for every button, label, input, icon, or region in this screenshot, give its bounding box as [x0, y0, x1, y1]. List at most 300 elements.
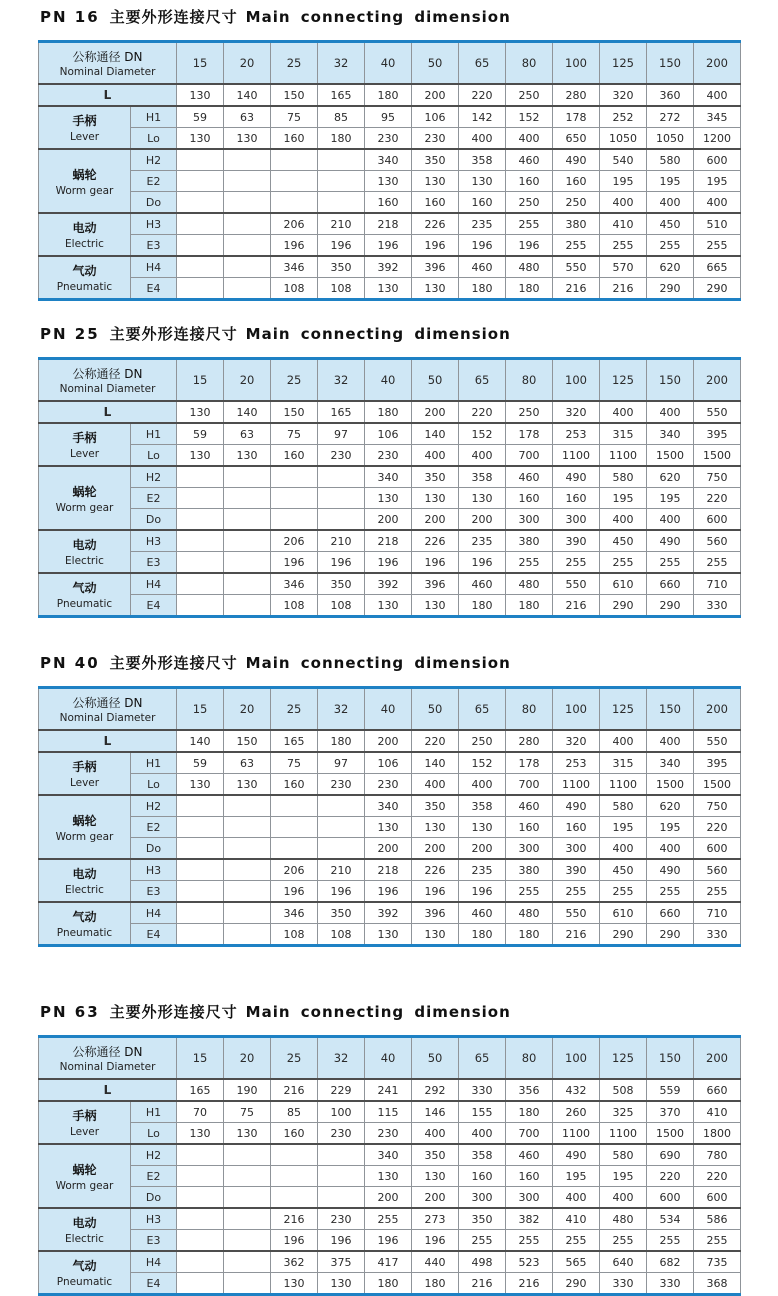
dimension-value-cell: 460 — [459, 902, 506, 924]
dimension-value-cell: 160 — [365, 192, 412, 214]
dimension-row-Do — [39, 1187, 741, 1209]
dimension-value-cell: 390 — [553, 530, 600, 552]
dn-column-header: 25 — [271, 42, 318, 85]
dimension-value-cell: 1100 — [553, 1123, 600, 1145]
dimension-value-cell — [318, 171, 365, 192]
dn-column-header: 80 — [506, 1037, 553, 1080]
dimension-value-cell — [177, 573, 224, 595]
dimension-value-cell: 508 — [600, 1079, 647, 1101]
dimension-value-cell: 255 — [694, 235, 741, 257]
dimension-value-cell: 559 — [647, 1079, 694, 1101]
sub-row-label-Do: Do — [131, 192, 177, 214]
dimension-value-cell: 490 — [553, 795, 600, 817]
dimension-value-cell: 750 — [694, 466, 741, 488]
sub-row-label-H3: H3 — [131, 859, 177, 881]
dimension-value-cell: 400 — [459, 445, 506, 467]
dn-header-en: Nominal Diameter — [59, 66, 156, 78]
dimension-value-cell: 400 — [459, 774, 506, 796]
dimension-value-cell — [177, 278, 224, 300]
dimension-value-cell: 130 — [412, 278, 459, 300]
group-label-pneumatic — [39, 256, 131, 300]
dimension-value-cell: 300 — [506, 1187, 553, 1209]
dimension-value-cell: 610 — [600, 573, 647, 595]
dimension-value-cell: 600 — [694, 838, 741, 860]
sub-row-label-H2: H2 — [131, 1144, 177, 1166]
group-label-en: Electric — [65, 1233, 104, 1245]
dimension-value-cell: 130 — [365, 817, 412, 838]
dimension-value-cell: 75 — [271, 106, 318, 128]
dimension-value-cell: 480 — [506, 573, 553, 595]
dn-column-header: 20 — [224, 1037, 271, 1080]
dn-header-zh: 公称通径 DN — [72, 1045, 143, 1059]
dimension-value-cell: 350 — [412, 1144, 459, 1166]
dn-header-en: Nominal Diameter — [59, 1061, 156, 1073]
dimension-value-cell: 200 — [412, 509, 459, 531]
dimension-value-cell: 63 — [224, 752, 271, 774]
dimension-value-cell: 196 — [459, 881, 506, 903]
dimension-value-cell: 230 — [412, 128, 459, 150]
dimension-value-cell: 1100 — [600, 1123, 647, 1145]
dimension-value-cell: 460 — [506, 1144, 553, 1166]
dimension-value-cell: 196 — [318, 235, 365, 257]
dimension-value-cell — [224, 192, 271, 214]
dimension-value-cell: 140 — [177, 730, 224, 752]
sub-row-label-E2: E2 — [131, 1166, 177, 1187]
section-title — [40, 652, 740, 673]
dimension-value-cell: 560 — [694, 859, 741, 881]
dimension-value-cell: 250 — [459, 730, 506, 752]
dimension-value-cell — [224, 509, 271, 531]
dimension-value-cell: 350 — [318, 902, 365, 924]
dimension-value-cell: 330 — [694, 924, 741, 946]
dn-column-header: 100 — [553, 359, 600, 402]
dn-header-cell — [39, 359, 177, 402]
dimension-value-cell: 130 — [177, 84, 224, 106]
dimension-value-cell: 255 — [694, 1230, 741, 1252]
dimension-value-cell: 195 — [553, 1166, 600, 1187]
dimension-row-H4 — [39, 1251, 741, 1273]
dimension-value-cell: 195 — [694, 171, 741, 192]
dn-column-header: 80 — [506, 42, 553, 85]
row-label-L: L — [39, 730, 177, 752]
dimension-value-cell: 178 — [506, 423, 553, 445]
group-label-lever — [39, 1101, 131, 1144]
dimension-value-cell: 300 — [459, 1187, 506, 1209]
group-label-pneumatic — [39, 902, 131, 946]
dn-column-header: 50 — [412, 1037, 459, 1080]
dimension-value-cell: 400 — [694, 84, 741, 106]
dimension-value-cell — [271, 509, 318, 531]
dimension-value-cell: 255 — [647, 881, 694, 903]
dimension-value-cell: 362 — [271, 1251, 318, 1273]
dn-column-header: 15 — [177, 1037, 224, 1080]
dimension-value-cell — [271, 1187, 318, 1209]
dimension-value-cell — [224, 924, 271, 946]
dimension-value-cell: 196 — [459, 552, 506, 574]
dimension-value-cell: 735 — [694, 1251, 741, 1273]
dimension-value-cell: 108 — [318, 278, 365, 300]
dimension-value-cell: 350 — [318, 256, 365, 278]
dimension-value-cell: 620 — [647, 795, 694, 817]
sub-row-label-E3: E3 — [131, 235, 177, 257]
dimension-value-cell — [224, 488, 271, 509]
group-label-pneumatic — [39, 573, 131, 617]
row-label-L: L — [39, 1079, 177, 1101]
dimension-value-cell: 340 — [647, 423, 694, 445]
dn-header-zh: 公称通径 DN — [72, 696, 143, 710]
dimension-value-cell: 95 — [365, 106, 412, 128]
length-row — [39, 84, 741, 106]
dimension-value-cell — [318, 1166, 365, 1187]
dimension-row-E4 — [39, 595, 741, 617]
dimension-value-cell — [224, 595, 271, 617]
dimension-value-cell — [177, 213, 224, 235]
dimension-value-cell: 195 — [647, 171, 694, 192]
dn-header-en: Nominal Diameter — [59, 712, 156, 724]
group-label-en: Pneumatic — [56, 598, 113, 610]
dimension-value-cell: 150 — [224, 730, 271, 752]
dimension-value-cell: 550 — [694, 401, 741, 423]
dimension-row-E2 — [39, 171, 741, 192]
dimension-value-cell: 196 — [365, 1230, 412, 1252]
dimension-value-cell: 220 — [694, 488, 741, 509]
dimension-row-H1 — [39, 752, 741, 774]
dimension-value-cell: 216 — [271, 1079, 318, 1101]
dimension-value-cell: 106 — [365, 423, 412, 445]
dimension-value-cell: 346 — [271, 573, 318, 595]
dimension-value-cell: 255 — [506, 552, 553, 574]
dimension-value-cell — [318, 1187, 365, 1209]
sub-row-label-E4: E4 — [131, 1273, 177, 1295]
dn-column-header: 125 — [600, 359, 647, 402]
dimension-value-cell: 255 — [600, 1230, 647, 1252]
dimension-value-cell: 460 — [506, 466, 553, 488]
dimension-value-cell: 252 — [600, 106, 647, 128]
dimension-value-cell: 130 — [365, 595, 412, 617]
dimension-value-cell: 160 — [506, 488, 553, 509]
dimension-value-cell: 195 — [600, 817, 647, 838]
dimension-value-cell: 253 — [553, 752, 600, 774]
dimension-value-cell: 255 — [459, 1230, 506, 1252]
dimension-value-cell: 130 — [177, 774, 224, 796]
dimension-value-cell: 196 — [318, 1230, 365, 1252]
dn-column-header: 32 — [318, 688, 365, 731]
sub-row-label-H1: H1 — [131, 752, 177, 774]
dimension-value-cell: 490 — [647, 859, 694, 881]
dimension-value-cell: 195 — [600, 1166, 647, 1187]
dimension-value-cell: 350 — [318, 573, 365, 595]
dimension-row-Do — [39, 838, 741, 860]
dimension-value-cell: 320 — [553, 730, 600, 752]
dimension-value-cell — [177, 924, 224, 946]
dimension-value-cell: 315 — [600, 423, 647, 445]
dn-column-header: 80 — [506, 688, 553, 731]
dimension-value-cell — [271, 488, 318, 509]
dimension-value-cell: 490 — [553, 1144, 600, 1166]
length-row — [39, 1079, 741, 1101]
sub-row-label-H1: H1 — [131, 423, 177, 445]
dimension-value-cell — [318, 509, 365, 531]
dimension-value-cell: 330 — [459, 1079, 506, 1101]
dimension-value-cell: 230 — [365, 774, 412, 796]
dimension-value-cell: 250 — [506, 401, 553, 423]
dimension-value-cell: 180 — [365, 401, 412, 423]
dimension-value-cell — [271, 171, 318, 192]
dimension-value-cell: 290 — [600, 924, 647, 946]
dimension-value-cell: 206 — [271, 859, 318, 881]
dimension-value-cell: 400 — [600, 401, 647, 423]
dimension-value-cell: 400 — [647, 730, 694, 752]
dimension-value-cell: 165 — [177, 1079, 224, 1101]
dimension-row-E3 — [39, 1230, 741, 1252]
dimension-value-cell: 340 — [365, 466, 412, 488]
dimension-value-cell — [224, 573, 271, 595]
dimension-value-cell: 230 — [365, 445, 412, 467]
dimension-value-cell: 200 — [365, 509, 412, 531]
title-pn-rating: PN 63 — [40, 1003, 100, 1021]
dn-column-header: 25 — [271, 688, 318, 731]
group-label-zh: 电动 — [72, 867, 97, 881]
dimension-value-cell: 660 — [647, 573, 694, 595]
dimension-value-cell: 130 — [365, 924, 412, 946]
group-label-en: Lever — [69, 131, 100, 143]
dimension-value-cell: 580 — [647, 149, 694, 171]
dimension-row-Lo — [39, 774, 741, 796]
dimension-row-E2 — [39, 488, 741, 509]
dimension-value-cell: 400 — [647, 838, 694, 860]
dimension-value-cell — [224, 1166, 271, 1187]
dimension-value-cell: 255 — [600, 881, 647, 903]
dimension-value-cell: 142 — [459, 106, 506, 128]
group-label-en: Electric — [65, 884, 104, 896]
dn-header-zh: 公称通径 DN — [72, 50, 143, 64]
dimension-row-E2 — [39, 1166, 741, 1187]
dimension-value-cell: 1100 — [600, 445, 647, 467]
title-pn-rating: PN 25 — [40, 325, 100, 343]
dimension-value-cell — [224, 838, 271, 860]
dimension-value-cell: 392 — [365, 573, 412, 595]
dimension-value-cell: 400 — [600, 1187, 647, 1209]
dimension-value-cell: 400 — [412, 1123, 459, 1145]
dn-header-row — [39, 42, 741, 85]
dimension-value-cell: 130 — [318, 1273, 365, 1295]
dimension-value-cell: 155 — [459, 1101, 506, 1123]
dimension-value-cell: 180 — [459, 924, 506, 946]
dimension-row-H1 — [39, 1101, 741, 1123]
dimension-value-cell: 1100 — [553, 445, 600, 467]
dimension-table-section-pn-63 — [38, 1001, 740, 1296]
dimension-value-cell: 196 — [412, 1230, 459, 1252]
dimension-value-cell — [224, 817, 271, 838]
dimension-value-cell: 97 — [318, 423, 365, 445]
dimension-value-cell: 150 — [271, 401, 318, 423]
dimension-value-cell: 196 — [459, 235, 506, 257]
dimension-value-cell: 356 — [506, 1079, 553, 1101]
dimension-value-cell: 610 — [600, 902, 647, 924]
dimension-value-cell: 570 — [600, 256, 647, 278]
dimension-table — [38, 1035, 741, 1296]
dimension-value-cell: 130 — [459, 171, 506, 192]
dimension-value-cell: 255 — [694, 552, 741, 574]
dimension-value-cell: 196 — [271, 1230, 318, 1252]
dimension-value-cell: 200 — [412, 838, 459, 860]
dimension-value-cell: 400 — [459, 128, 506, 150]
dn-column-header: 125 — [600, 1037, 647, 1080]
dimension-value-cell: 290 — [647, 924, 694, 946]
dimension-value-cell — [224, 171, 271, 192]
dimension-value-cell: 160 — [553, 171, 600, 192]
dimension-value-cell: 580 — [600, 466, 647, 488]
dn-column-header: 80 — [506, 359, 553, 402]
dn-header-cell — [39, 1037, 177, 1080]
dimension-value-cell: 700 — [506, 1123, 553, 1145]
length-row — [39, 401, 741, 423]
dimension-value-cell: 220 — [694, 817, 741, 838]
section-title — [40, 1001, 740, 1022]
group-label-zh: 气动 — [72, 264, 97, 278]
dimension-value-cell: 460 — [459, 256, 506, 278]
dimension-value-cell — [224, 552, 271, 574]
sub-row-label-E4: E4 — [131, 595, 177, 617]
group-label-zh: 电动 — [72, 538, 97, 552]
dimension-value-cell: 165 — [318, 84, 365, 106]
dimension-value-cell — [177, 595, 224, 617]
dimension-value-cell: 368 — [694, 1273, 741, 1295]
dimension-value-cell: 400 — [412, 445, 459, 467]
dimension-row-E3 — [39, 881, 741, 903]
dimension-value-cell: 396 — [412, 902, 459, 924]
dimension-value-cell: 140 — [412, 423, 459, 445]
dimension-value-cell: 1800 — [694, 1123, 741, 1145]
dimension-value-cell: 206 — [271, 530, 318, 552]
dimension-value-cell: 130 — [365, 488, 412, 509]
dimension-value-cell: 195 — [647, 488, 694, 509]
dn-column-header: 150 — [647, 688, 694, 731]
sub-row-label-H2: H2 — [131, 795, 177, 817]
dimension-value-cell: 280 — [553, 84, 600, 106]
dimension-value-cell: 290 — [600, 595, 647, 617]
dimension-value-cell: 400 — [600, 730, 647, 752]
dimension-value-cell: 152 — [459, 423, 506, 445]
dimension-value-cell: 180 — [506, 1101, 553, 1123]
dimension-value-cell: 1050 — [600, 128, 647, 150]
dimension-table-section-pn-40 — [38, 652, 740, 947]
dimension-value-cell — [224, 859, 271, 881]
dimension-value-cell: 178 — [506, 752, 553, 774]
dimension-row-H4 — [39, 256, 741, 278]
dimension-value-cell: 200 — [412, 84, 459, 106]
dimension-row-E2 — [39, 817, 741, 838]
title-chinese: 主要外形连接尺寸 — [109, 654, 238, 672]
dimension-value-cell: 580 — [600, 795, 647, 817]
dimension-value-cell: 195 — [600, 488, 647, 509]
dimension-value-cell: 196 — [412, 235, 459, 257]
dimension-value-cell: 220 — [647, 1166, 694, 1187]
dimension-row-H1 — [39, 423, 741, 445]
dimension-row-Lo — [39, 445, 741, 467]
dimension-table — [38, 40, 741, 301]
dimension-value-cell: 710 — [694, 902, 741, 924]
dimension-value-cell: 460 — [459, 573, 506, 595]
dimension-value-cell: 180 — [459, 278, 506, 300]
dimension-value-cell: 565 — [553, 1251, 600, 1273]
dimension-value-cell: 410 — [553, 1208, 600, 1230]
dimension-row-Lo — [39, 128, 741, 150]
sub-row-label-Lo: Lo — [131, 774, 177, 796]
dimension-value-cell — [177, 509, 224, 531]
sub-row-label-H1: H1 — [131, 1101, 177, 1123]
dimension-value-cell — [177, 881, 224, 903]
dn-column-header: 100 — [553, 42, 600, 85]
group-label-en: Worm gear — [55, 1179, 114, 1192]
dimension-value-cell: 417 — [365, 1251, 412, 1273]
dimension-value-cell: 300 — [553, 509, 600, 531]
dn-header-row — [39, 1037, 741, 1080]
dimension-value-cell: 480 — [600, 1208, 647, 1230]
dimension-value-cell: 620 — [647, 256, 694, 278]
dn-column-header: 125 — [600, 688, 647, 731]
dimension-value-cell — [271, 817, 318, 838]
dimension-value-cell — [224, 213, 271, 235]
dimension-row-E4 — [39, 924, 741, 946]
dimension-table — [38, 686, 741, 947]
dimension-value-cell — [318, 192, 365, 214]
dimension-value-cell: 340 — [647, 752, 694, 774]
sub-row-label-H4: H4 — [131, 573, 177, 595]
dimension-row-H2 — [39, 466, 741, 488]
dimension-value-cell: 400 — [553, 1187, 600, 1209]
dimension-value-cell — [224, 881, 271, 903]
sub-row-label-H3: H3 — [131, 530, 177, 552]
dimension-value-cell: 410 — [600, 213, 647, 235]
dimension-value-cell: 130 — [412, 924, 459, 946]
group-label-zh: 电动 — [72, 221, 97, 235]
sub-row-label-E3: E3 — [131, 1230, 177, 1252]
dimension-value-cell: 106 — [365, 752, 412, 774]
dimension-value-cell — [271, 149, 318, 171]
dimension-value-cell: 682 — [647, 1251, 694, 1273]
dimension-value-cell: 400 — [412, 774, 459, 796]
group-label-zh: 手柄 — [72, 760, 97, 774]
group-label-zh: 蜗轮 — [72, 813, 97, 828]
dimension-value-cell — [177, 795, 224, 817]
dimension-value-cell: 320 — [600, 84, 647, 106]
dimension-value-cell: 130 — [177, 128, 224, 150]
dimension-value-cell: 358 — [459, 149, 506, 171]
dimension-value-cell: 220 — [412, 730, 459, 752]
dimension-value-cell: 460 — [506, 149, 553, 171]
dn-header-row — [39, 359, 741, 402]
dimension-value-cell: 395 — [694, 423, 741, 445]
dn-column-header: 50 — [412, 359, 459, 402]
dn-column-header: 125 — [600, 42, 647, 85]
dimension-value-cell: 396 — [412, 573, 459, 595]
dimension-value-cell: 255 — [647, 552, 694, 574]
dimension-value-cell: 196 — [271, 881, 318, 903]
dimension-value-cell: 490 — [647, 530, 694, 552]
dimension-value-cell: 235 — [459, 213, 506, 235]
dimension-value-cell: 1050 — [647, 128, 694, 150]
dimension-value-cell: 255 — [647, 235, 694, 257]
dn-header-cell — [39, 42, 177, 85]
title-chinese: 主要外形连接尺寸 — [109, 1003, 238, 1021]
sub-row-label-E3: E3 — [131, 881, 177, 903]
dimension-value-cell: 1500 — [647, 774, 694, 796]
dimension-value-cell: 160 — [271, 445, 318, 467]
dimension-value-cell: 165 — [271, 730, 318, 752]
dimension-value-cell: 490 — [553, 149, 600, 171]
dimension-value-cell: 1500 — [694, 445, 741, 467]
